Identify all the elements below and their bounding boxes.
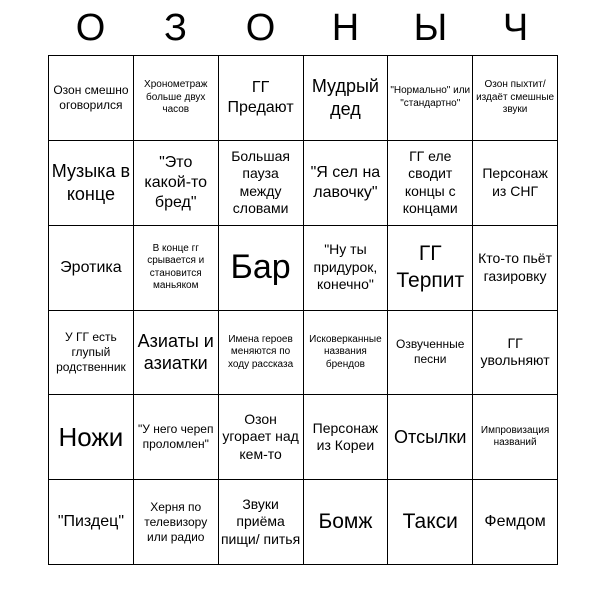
bingo-cell-label: "Я сел на лавочку" xyxy=(310,163,381,201)
bingo-cell[interactable] xyxy=(388,395,473,480)
header-letter-2: З xyxy=(164,6,187,49)
bingo-cell[interactable] xyxy=(473,480,558,565)
bingo-cell[interactable] xyxy=(49,311,134,396)
bingo-cell-label: У ГГ есть глупый родственник xyxy=(56,329,126,374)
bingo-cell[interactable] xyxy=(304,56,389,141)
bingo-cell-label: Имена героев меняются по ходу рассказа xyxy=(228,333,294,370)
bingo-cell[interactable] xyxy=(219,141,304,226)
bingo-cell-label: "Ну ты придурок, конечно" xyxy=(313,241,378,293)
bingo-cell[interactable] xyxy=(473,395,558,480)
bingo-cell-label: "Нормально" или "стандартно" xyxy=(390,85,471,109)
bingo-cell-label: Бар xyxy=(230,248,291,287)
bingo-cell-label: ГГ увольняют xyxy=(480,334,550,369)
bingo-cell[interactable] xyxy=(473,226,558,311)
bingo-cell[interactable] xyxy=(134,56,219,141)
bingo-cell-label: Херня по телевизору или радио xyxy=(144,499,208,544)
bingo-cell[interactable] xyxy=(219,311,304,396)
bingo-cell[interactable] xyxy=(134,480,219,565)
bingo-cell-label: ГГ еле сводит концы с концами xyxy=(402,147,458,217)
bingo-cell-label: Большая пауза между словами xyxy=(231,147,290,217)
bingo-cell-label: Кто-то пьёт газировку xyxy=(478,250,553,284)
bingo-cell[interactable] xyxy=(304,395,389,480)
bingo-cell[interactable] xyxy=(304,480,389,565)
bingo-cell-label: Озон смешно оговорился xyxy=(53,82,129,112)
bingo-cell-label: "Это какой-то бред" xyxy=(144,153,208,211)
bingo-cell-label: Отсылки xyxy=(394,426,467,447)
bingo-cell[interactable] xyxy=(49,141,134,226)
bingo-cell-label: Исковерканные названия брендов xyxy=(309,333,382,370)
bingo-cell-label: ГГ Терпит xyxy=(396,242,465,292)
bingo-cell[interactable] xyxy=(304,311,389,396)
bingo-cell[interactable] xyxy=(219,480,304,565)
header-letter-4: Н xyxy=(331,6,360,49)
bingo-cell[interactable] xyxy=(304,226,389,311)
bingo-cell[interactable] xyxy=(388,141,473,226)
bingo-cell[interactable] xyxy=(388,480,473,565)
bingo-cell[interactable] xyxy=(473,56,558,141)
bingo-cell-label: Озон пыхтит/ издаёт смешные звуки xyxy=(476,79,555,116)
header-letter-3: О xyxy=(245,6,276,49)
bingo-cell[interactable] xyxy=(49,395,134,480)
bingo-cell[interactable] xyxy=(134,226,219,311)
bingo-cell[interactable] xyxy=(219,226,304,311)
bingo-cell[interactable] xyxy=(134,311,219,396)
bingo-cell[interactable] xyxy=(49,226,134,311)
bingo-cell[interactable] xyxy=(473,141,558,226)
bingo-cell-label: Такси xyxy=(402,509,458,533)
bingo-cell[interactable] xyxy=(49,56,134,141)
bingo-cell[interactable] xyxy=(473,311,558,396)
bingo-cell[interactable] xyxy=(219,56,304,141)
bingo-cell[interactable] xyxy=(134,141,219,226)
bingo-cell-label: Озон угорает над кем-то xyxy=(222,410,299,462)
bingo-cell-label: Музыка в конце xyxy=(51,161,131,204)
bingo-cell-label: Импровизация названий xyxy=(480,424,550,449)
bingo-cell[interactable] xyxy=(388,56,473,141)
bingo-cell-label: Ножи xyxy=(58,421,124,452)
bingo-cell-label: Хронометраж больше двух часов xyxy=(144,79,208,116)
header-letter-1: О xyxy=(75,6,106,49)
bingo-cell[interactable] xyxy=(219,395,304,480)
header-letter-6: Ч xyxy=(502,6,529,49)
bingo-cell-label: Озвученные песни xyxy=(396,337,465,367)
bingo-cell-label: Звуки приёма пищи/ питья xyxy=(220,495,301,547)
bingo-cell-label: ГГ Предают xyxy=(227,78,294,116)
bingo-cell[interactable] xyxy=(388,311,473,396)
header-letter-5: Ы xyxy=(413,6,448,49)
bingo-cell[interactable] xyxy=(304,141,389,226)
bingo-cell[interactable] xyxy=(49,480,134,565)
bingo-cell-label: Бомж xyxy=(318,509,373,533)
bingo-cell-label: "Пиздец" xyxy=(57,513,124,531)
bingo-cell-label: В конце гг срывается и становится маньяком xyxy=(147,242,205,292)
bingo-grid xyxy=(48,55,558,565)
bingo-cell[interactable] xyxy=(388,226,473,311)
bingo-cell-label: Персонаж из СНГ xyxy=(482,165,548,199)
bingo-cell-label: Персонаж из Кореи xyxy=(312,419,379,454)
bingo-cell-label: "У него череп проломлен" xyxy=(138,422,214,452)
bingo-header xyxy=(48,0,558,55)
bingo-cell-label: Мудрый дед xyxy=(311,76,379,119)
bingo-cell-label: Эротика xyxy=(60,258,122,276)
bingo-cell-label: Фемдом xyxy=(484,513,546,531)
bingo-cell-label: Азиаты и азиатки xyxy=(137,330,214,374)
bingo-cell[interactable] xyxy=(134,395,219,480)
